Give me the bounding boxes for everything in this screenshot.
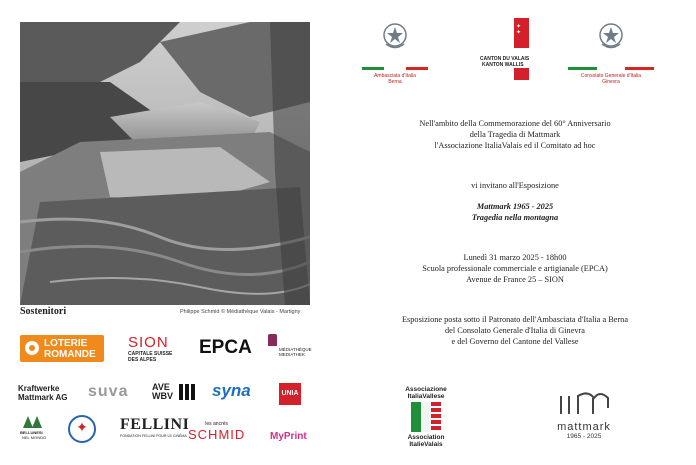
- myprint-logo: MyPrint: [270, 431, 307, 442]
- intro-paragraph: Nell'ambito della Commemorazione del 60° Anniversario della Tragedia di Mattmark l'Associazione ItaliaValais ed il Comitato ad hoc: [419, 119, 611, 150]
- dam-photo: [20, 22, 310, 305]
- italian-emblem-icon: [382, 22, 408, 52]
- syna-logo: syna: [212, 381, 251, 400]
- invite-line: vi invitano all'Esposizione: [471, 181, 559, 190]
- kraftwerke-logo: Kraftwerke Mattmark AG: [18, 384, 68, 402]
- loterie-romande-logo: LOTERIE ROMANDE: [20, 335, 104, 362]
- sponsors-heading: Sostenitori: [20, 306, 67, 317]
- mattmark-logo: mattmark 1965 - 2025: [544, 390, 624, 440]
- schmid-logo: les ancrés SCHMID: [188, 421, 246, 442]
- ave-wbv-logo: AVE WBV: [152, 383, 173, 401]
- exhibit-title: Mattmark 1965 - 2025: [476, 202, 554, 211]
- photo-credit: Philippe Schmid © Médiathèque Valais - Martigny: [180, 309, 301, 315]
- italian-emblem-icon: [598, 22, 624, 52]
- suva-logo: suva: [88, 383, 129, 400]
- mattmark-dam-landscape: [20, 22, 310, 305]
- epca-logo: EPCA: [199, 337, 252, 358]
- exhibit-subtitle: Tragedia nella montagna: [471, 213, 559, 222]
- ambasciata-logo: Ambasciata d'Italia Berna: [362, 22, 428, 85]
- sion-logo: SION CAPITALE SUISSE DES ALPES: [128, 334, 173, 363]
- consolato-logo: Consolato Generale d'Italia Ginevra: [568, 22, 654, 85]
- fellini-logo: FELLINI FONDATION FELLINI POUR LE CINÉMA: [120, 416, 190, 438]
- mattmark-mark-icon: [554, 390, 614, 416]
- unia-logo: UNIA: [279, 383, 301, 405]
- associazione-italia-vallese-logo: Associazione ItaliaVallese Association ItalieValais: [405, 386, 447, 448]
- event-details: Lunedì 31 marzo 2025 - 18h00 Scuola professionale commerciale e artigianale (EPCA) Avenue de France 25 – SION: [422, 253, 608, 284]
- patronage-paragraph: Esposizione posta sotto il Patronato dell'Ambasciata d'Italia a Berna del Consolato Generale d'Italia di Ginevra e del Governo del Cantone del Vallese: [401, 315, 629, 346]
- star-emblem-icon: ✦: [68, 415, 96, 443]
